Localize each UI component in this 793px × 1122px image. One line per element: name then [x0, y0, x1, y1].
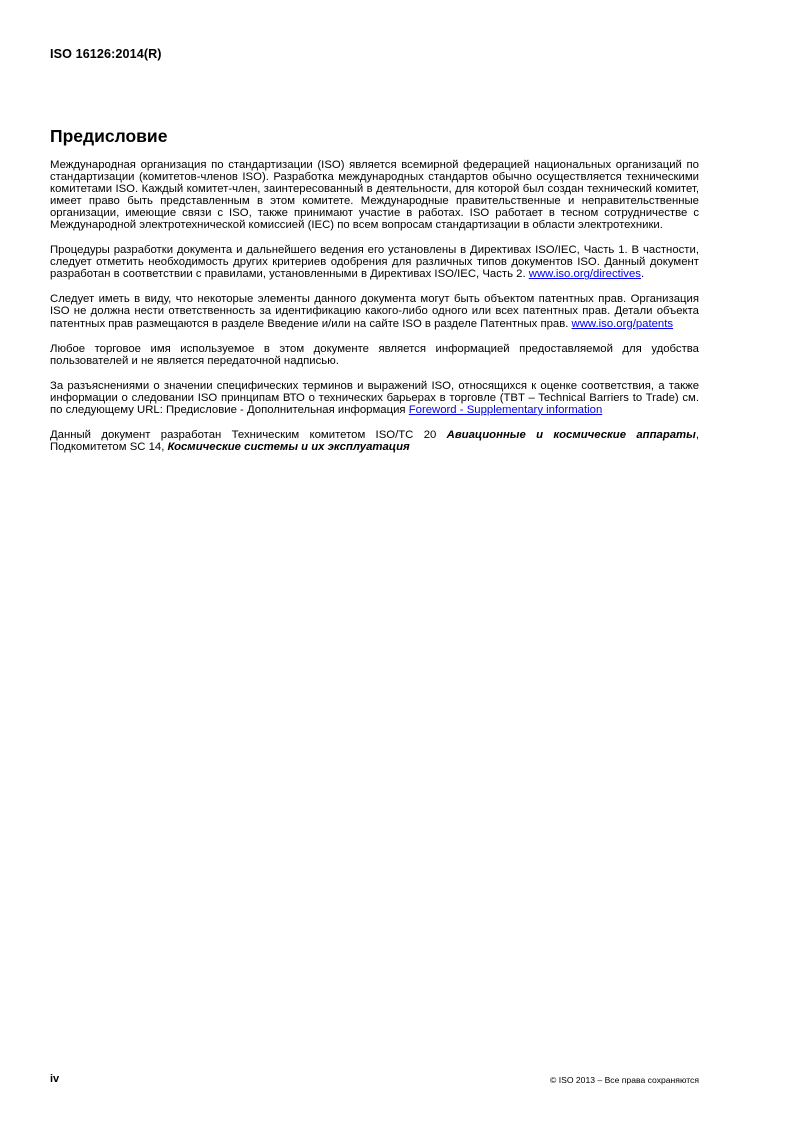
committee-text-c: , Подкомитетом SC 14,: [50, 428, 699, 453]
paragraph-procedures-text: Процедуры разработки документа и дальнейшего ведения его установлены в Директивах ISO/IEC, Часть 1. В частности, следует отметить необходимость других критериев одобрения для различных типов документов ISO. Данный документ разработан в соответствии с правилами, установленными в Директивах ISO/IEC, Часть 2.: [50, 244, 699, 281]
paragraph-patents-text: Следует иметь в виду, что некоторые элементы данного документа могут быть объектом патентных прав. Организация ISO не должна нести ответственность за идентификацию какого-либо одного или всех патентных прав. Детали объекта патентных прав размещаются в разделе Введение и/или на сайте ISO в разделе Патентных прав.: [50, 293, 699, 330]
page-title: Предисловие: [50, 126, 168, 146]
committee-name: Авиационные и космические аппараты: [446, 428, 696, 441]
committee-text-a: Данный документ разработан Техническим комитетом ISO/TC 20: [50, 428, 447, 441]
paragraph-committee: [50, 429, 699, 453]
foreword-section: [50, 125, 699, 466]
paragraph-iso-organization: Международная организация по стандартизации (ISO) является всемирной федерацией национальных организаций по стандартизации (комитетов-членов ISO). Разработка международных стандартов обычно осуществляется техническими комитетами ISO. Каждый комитет-член, заинтересованный в деятельности, для которой был создан технический комитет, имеет право быть представленным в этом комитете. Международные правительственные и неправительственные организации, имеющие связи с ISO, также принимают участие в работах. ISO работает в тесном сотрудничестве с Международной электротехнической комиссией (IEC) по всем вопросам стандартизации в области электротехники.: [50, 159, 699, 232]
directives-link[interactable]: www.iso.org/directives: [528, 268, 641, 281]
paragraph-wto-text: За разъяснениями о значении специфических терминов и выражений ISO, относящихся к оценке соответствия, а также информации о следовании ISO принципам ВТО о технических барьерах в торговле (TBT – Technical Barriers to Trade) см. по следующему URL: Предисловие - Дополнительная информация: [50, 379, 699, 416]
patents-link[interactable]: www.iso.org/patents: [571, 317, 674, 330]
document-code: ISO 16126:2014(R): [50, 47, 162, 61]
subcommittee-name: Космические системы и их эксплуатация: [167, 440, 410, 453]
paragraph-trade-names: Любое торговое имя используемое в этом документе является информацией предоставляемой для удобства пользователей и не является передаточной надписью.: [50, 342, 699, 367]
copyright-notice: © ISO 2013 – Все права сохраняются: [549, 1075, 699, 1085]
paragraph-procedures: [50, 244, 699, 280]
page-number: iv: [50, 1073, 60, 1085]
supplementary-info-link[interactable]: Foreword - Supplementary information: [408, 403, 603, 416]
paragraph-patents: [50, 293, 699, 329]
paragraph-procedures-end: .: [640, 268, 645, 281]
paragraph-wto-info: [50, 380, 699, 416]
